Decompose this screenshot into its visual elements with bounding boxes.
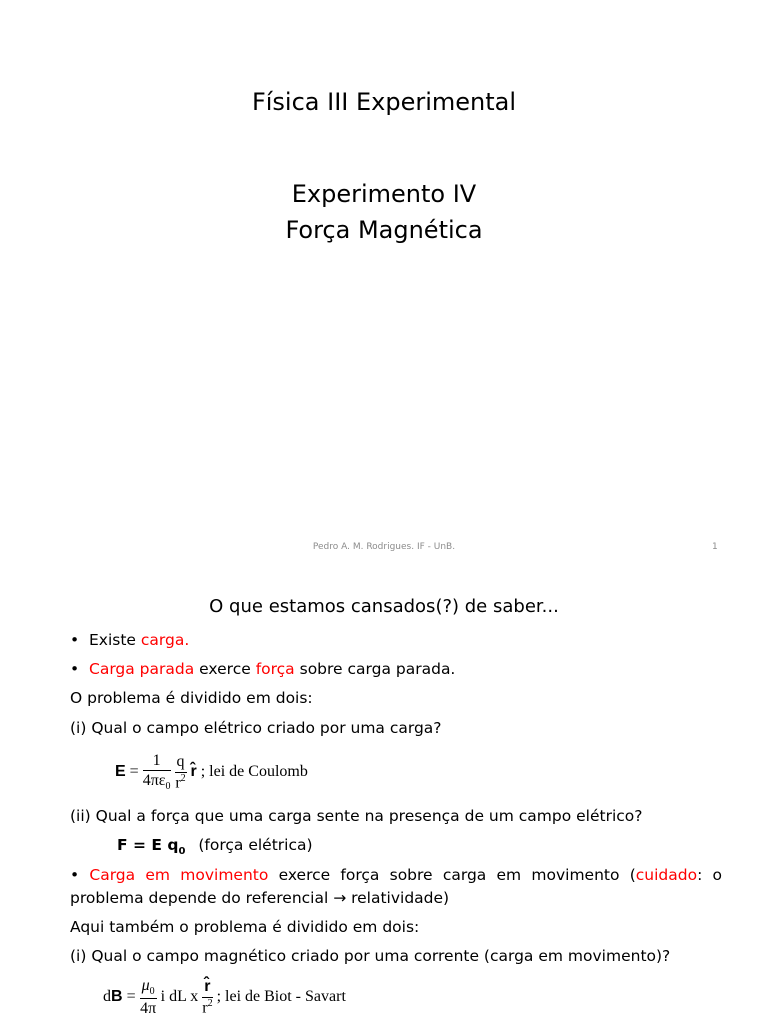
bullet-moving-charge: • Carga em movimento exerce força sobre carga em movimento (cuidado: o [70, 866, 723, 884]
permeability-fraction: $\frac{\mu_0}{4\pi}$ [140, 977, 157, 1018]
slide-subtitle-topic: Força Magnética [285, 216, 483, 244]
coulomb-constant-fraction: $\frac{1}{4\pi\varepsilon_0}$ [142, 752, 171, 793]
footer-author: Pedro A. M. Rodrigues. IF - UnB. [312, 542, 456, 552]
bullet-static-charge: • Carga parada exerce força sobre carga parada. [70, 660, 456, 678]
question-electric-field: (i) Qual o campo elétrico criado por uma carga? [70, 719, 442, 737]
electric-force-formula: F = E $q_0$ (força elétrica) [117, 836, 313, 858]
highlight-force: força [255, 660, 295, 678]
problem-divided-line: O problema é dividido em dois: [70, 689, 313, 707]
coulomb-label: ; lei de Coulomb [200, 763, 308, 781]
question-magnetic-field: (i) Qual o campo magnético criado por uma corrente (carga em movimento)? [70, 947, 671, 965]
unit-vector-fraction: $\frac{r̂}{r^2}$ [202, 978, 213, 1016]
slide-subtitle-experiment: Experimento IV [291, 180, 477, 208]
page-number: 1 [712, 542, 718, 552]
unit-vector-r: r̂ [190, 763, 197, 781]
highlight-static-charge: Carga parada [89, 660, 195, 678]
highlight-charge: carga. [140, 631, 190, 649]
highlight-caution: cuidado [635, 866, 698, 884]
biot-savart-label: ; lei de Biot - Savart [216, 988, 346, 1006]
bullet-moving-charge-continued: problema depende do referencial → relatividade) [70, 889, 450, 907]
coulomb-formula: E = $\frac{1}{4\pi\varepsilon_0}$ $\frac{q}{r^2}$ r̂ ; lei de Coulomb [115, 752, 308, 793]
highlight-moving-charge: Carga em movimento [89, 866, 269, 884]
problem-divided-line-2: Aqui também o problema é dividido em dois: [70, 918, 420, 936]
slide-title: Física III Experimental [251, 88, 517, 116]
coulomb-charge-fraction: $\frac{q}{r^2}$ [175, 753, 186, 791]
bullet-icon: • [70, 866, 90, 884]
question-electric-force: (ii) Qual a força que uma carga sente na presença de um campo elétrico? [70, 807, 643, 825]
biot-savart-formula: dB = $\frac{\mu_0}{4\pi}$ i dL x $\frac{r̂}{r^2}$ ; lei de Biot - Savart [103, 977, 346, 1018]
bullet-charge-exists: • Existe carga. [70, 631, 190, 649]
section-heading: O que estamos cansados(?) de saber... [209, 596, 559, 617]
bullet-icon: • [70, 660, 89, 678]
bullet-icon: • [70, 631, 89, 649]
